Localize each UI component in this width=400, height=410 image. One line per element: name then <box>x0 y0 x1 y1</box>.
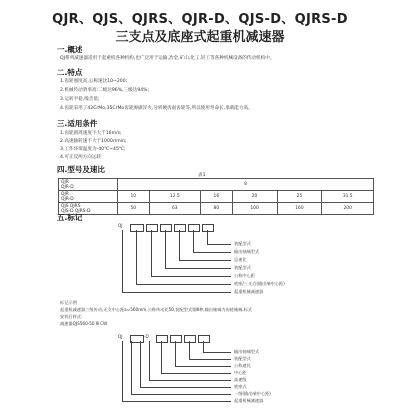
marking2-suffix: -D <box>144 334 149 339</box>
example-text: 起重机减速器三级传动,无支中心距a=560mm,公称传动比50,装配型式第Ⅲ种,输出轴端为齿轮轴端,标式 <box>60 307 253 312</box>
leader-line <box>122 230 123 292</box>
code-box <box>156 335 168 343</box>
table-cell: QJR QJR-D <box>59 179 118 191</box>
leader-line <box>207 230 208 244</box>
marking2-label: 一级(输出端中心距) <box>234 391 271 396</box>
code-box <box>130 335 144 343</box>
code-box <box>202 224 214 232</box>
feature-item: 4.齿轮采用了42CrMo,35CrMo齿轮渗碳淬火,分析硬齿面齿轮等,所以使用寿命长,承载能力高。 <box>60 106 253 111</box>
table-row <box>59 179 374 191</box>
leader-line <box>122 292 231 293</box>
example-line2: 安装后样式: <box>60 314 83 319</box>
table-cell: QJR QJR-D <box>59 191 118 203</box>
leader-line <box>131 341 132 394</box>
conditions-heading: 三.适用条件 <box>57 119 98 128</box>
condition-item: 2.高速轴转速不大于1000r/min; <box>60 139 127 144</box>
leader-line <box>136 230 137 284</box>
leader-line <box>179 230 180 260</box>
table-cell: 160 <box>277 203 322 215</box>
leader-line <box>149 380 231 381</box>
leader-line <box>131 394 231 395</box>
marking2-label: 中心距 <box>234 370 247 375</box>
table-cell: 80 <box>201 203 233 215</box>
table-row <box>59 203 374 215</box>
leader-line <box>175 366 231 367</box>
table-row <box>59 191 374 203</box>
table-cell: QJS QJRS QJS-D QJRS-D <box>59 203 118 215</box>
leader-line <box>179 260 231 261</box>
feature-item: 2.机械传动效率高:二级达96%,三级达94%; <box>60 88 150 93</box>
table-cell: 20 <box>232 191 277 203</box>
leader-line <box>165 230 166 268</box>
marking-label: 公称中心距 <box>234 273 255 278</box>
code-box <box>160 224 172 232</box>
leader-line <box>122 341 123 401</box>
table-cell: 200 <box>322 203 374 215</box>
leader-line <box>161 373 231 374</box>
example-code: 减速器QJS560-50 Ⅲ CW <box>60 321 108 326</box>
marking2-label: 高速级 <box>234 377 247 382</box>
leader-line <box>203 352 231 353</box>
leader-line <box>140 387 231 388</box>
table-cell: 50 <box>118 203 150 215</box>
leader-line <box>122 401 231 402</box>
code-box <box>188 224 200 232</box>
marking2-label: 起重机械减速器 <box>234 398 264 403</box>
leader-line <box>161 341 162 373</box>
marking-label: 装配型式 <box>234 265 251 270</box>
code-box <box>146 224 158 232</box>
marking2-label: 公称速比 <box>234 363 251 368</box>
page-title: QJR、QJS、QJRS、QJR-D、QJS-D、QJRS-D <box>52 12 348 27</box>
leader-line <box>193 252 231 253</box>
model-ratio-table <box>58 178 374 215</box>
marking-label: 底座/三支点(输出端中心距) <box>234 281 285 286</box>
leader-line <box>151 276 231 277</box>
features-heading: 二.特点 <box>57 68 83 77</box>
leader-line <box>151 230 152 276</box>
table-caption: 表1 <box>198 173 206 178</box>
marking-label: 起重机械减速器 <box>234 289 264 294</box>
leader-line <box>189 341 190 359</box>
code-box <box>130 224 144 232</box>
table-cell: 31.5 <box>322 191 374 203</box>
models-heading: 四.型号及速比 <box>57 165 105 174</box>
leader-line <box>149 341 150 380</box>
condition-item: 3.工作环境温度为-40℃~45℃; <box>60 147 126 152</box>
marking-heading: 五.标记 <box>57 213 83 222</box>
code-box <box>170 335 182 343</box>
leader-line <box>136 284 231 285</box>
marking2-label: 底座式 <box>234 384 247 389</box>
feature-item: 1.齿轮强度高,公称速比10~200; <box>60 79 128 84</box>
marking-prefix: QJ <box>118 223 123 228</box>
table-cell: 16 <box>201 191 233 203</box>
leader-line <box>189 359 231 360</box>
table-cell: 63 <box>149 203 201 215</box>
code-box <box>184 335 196 343</box>
leader-line <box>140 341 141 387</box>
leader-line <box>165 268 231 269</box>
leader-line <box>193 230 194 252</box>
leader-line <box>207 244 231 245</box>
leader-line <box>203 341 204 352</box>
table-cell: 10 <box>118 191 150 203</box>
example-heading: 标记示例 <box>60 300 77 305</box>
marking2-label: 输出轴端型式 <box>234 349 260 354</box>
condition-item: 4.可正反两方向运转 <box>60 155 102 160</box>
leader-line <box>175 341 176 366</box>
table-cell: 100 <box>232 203 277 215</box>
condition-item: 1.齿轮圆周速度不大于16m/s; <box>60 131 122 136</box>
marking2-label: 装配型式 <box>234 356 251 361</box>
page-subtitle: 三支点及底座式起重机减速器 <box>115 30 285 45</box>
table-cell: 12.5 <box>149 191 201 203</box>
marking-label: 输出轴端型式 <box>234 249 260 254</box>
overview-heading: 一.概述 <box>57 45 83 54</box>
marking-label: 总速比 <box>234 257 247 262</box>
feature-item: 3.运转平稳,噪音低; <box>60 97 100 102</box>
marking2-prefix: QJ <box>118 334 123 339</box>
code-box <box>174 224 186 232</box>
overview-text: QJ系列减速器适用于起重机各种机构,也广泛用于运输,冶金,矿山,化工,轻工等各种机械设备的传动机构中。 <box>60 56 275 61</box>
table-cell: 8 <box>118 179 374 191</box>
table-cell: 25 <box>277 191 322 203</box>
code-box <box>198 335 210 343</box>
marking-label: 装配型式 <box>234 241 251 246</box>
